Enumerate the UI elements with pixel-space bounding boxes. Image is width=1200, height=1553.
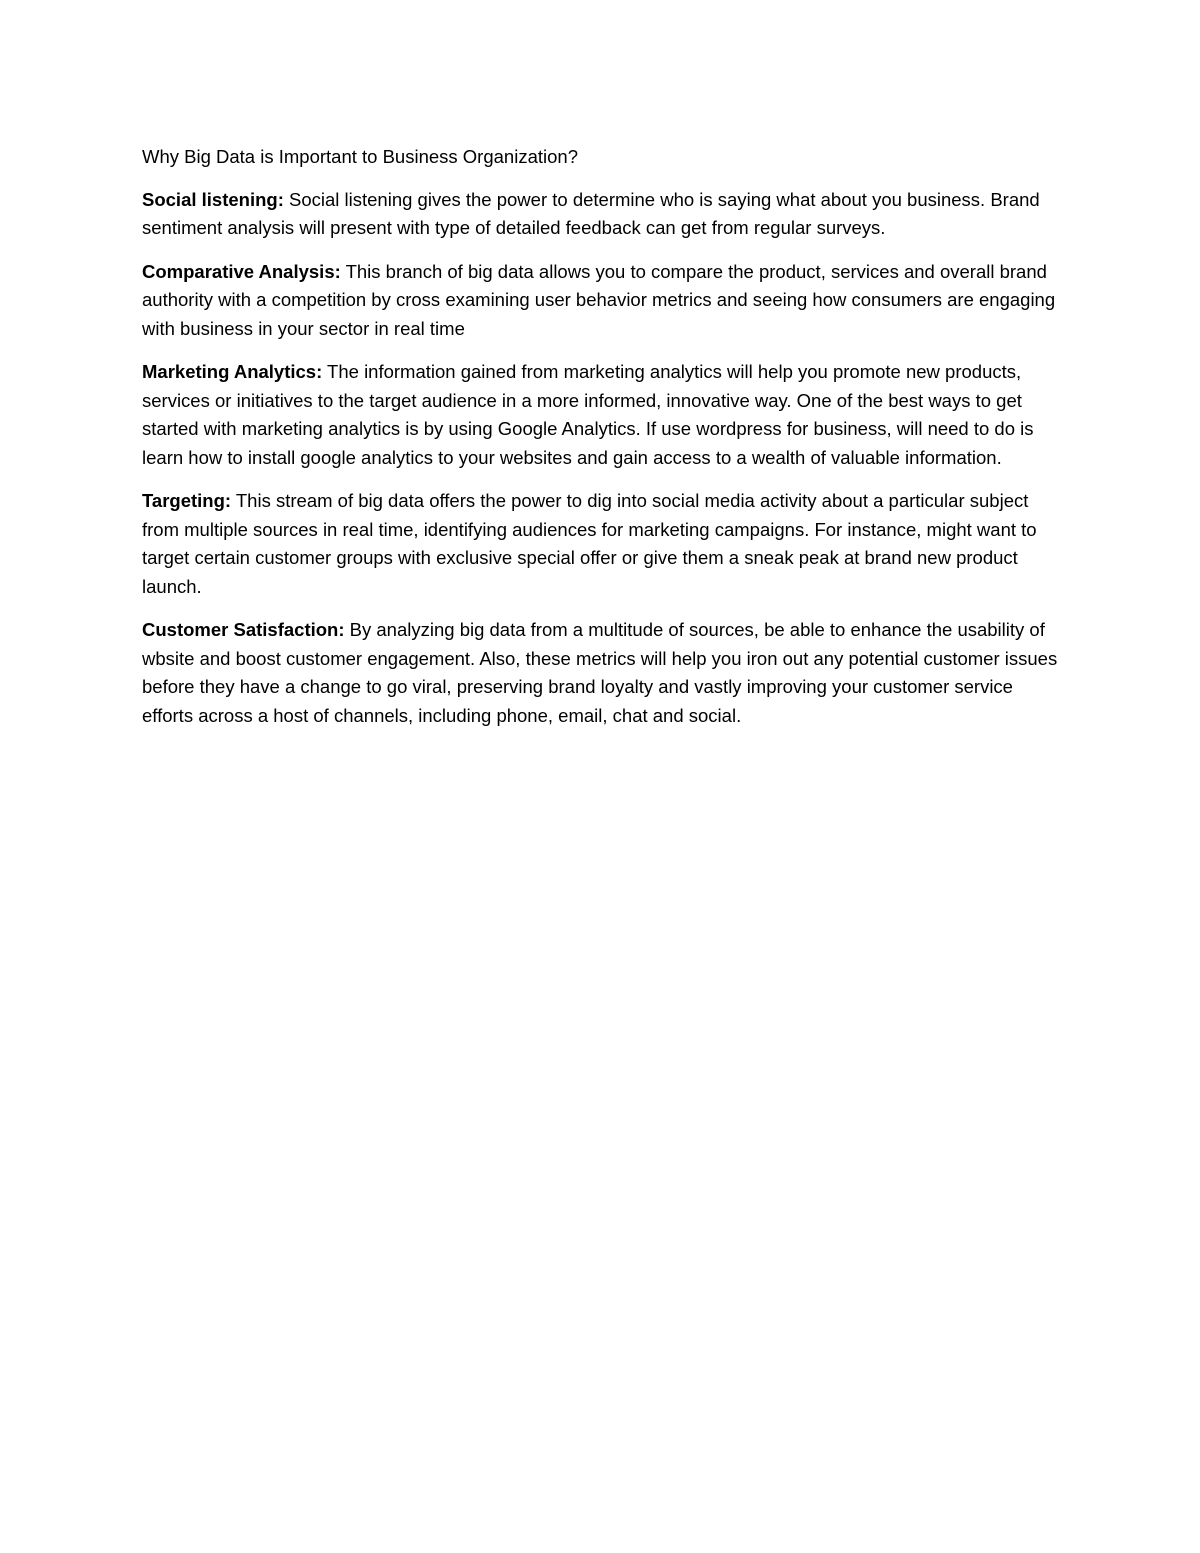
section-marketing-analytics xyxy=(142,358,1067,472)
document-title: Why Big Data is Important to Business Organization? xyxy=(142,146,578,167)
section-comparative-analysis xyxy=(142,258,1067,344)
section-term: Targeting: xyxy=(142,490,232,511)
section-text: This stream of big data offers the power to dig into social media activity about a particular subject from multiple sources in real time, identifying audiences for marketing campaigns. For instance, might want to target certain customer groups with exclusive special offer or give them a sneak peak at brand new product launch. xyxy=(142,490,1037,597)
document-body xyxy=(142,143,1067,745)
section-term: Comparative Analysis: xyxy=(142,260,341,282)
section-term: Social listening: xyxy=(142,188,284,210)
section-customer-satisfaction xyxy=(142,616,1067,730)
section-term: Customer Satisfaction: xyxy=(142,619,345,640)
section-text: This branch of big data allows you to compare the product, services and overall brand authority with a competition by cross examining user behavior metrics and seeing how consumers are engaging with business in your sector in real time xyxy=(142,260,1056,339)
section-text: The information gained from marketing analytics will help you promote new products, services or initiatives to the target audience in a more informed, innovative way. One of the best ways to get started with marketing analytics is by using Google Analytics. If use wordpress for business, will need to do is learn how to install google analytics to your websites and gain access to a wealth of valuable information. xyxy=(142,361,1034,468)
section-text: Social listening gives the power to determine who is saying what about you business. Brand sentiment analysis will present with type of detailed feedback can get from regular surveys. xyxy=(142,188,1040,238)
section-targeting xyxy=(142,487,1067,601)
section-text: By analyzing big data from a multitude of sources, be able to enhance the usability of wbsite and boost customer engagement. Also, these metrics will help you iron out any potential customer issues before they have a change to go viral, preserving brand loyalty and vastly improving your customer service efforts across a host of channels, including phone, email, chat and social. xyxy=(142,619,1058,726)
section-social-listening xyxy=(142,186,1067,243)
section-term: Marketing Analytics: xyxy=(142,361,323,382)
